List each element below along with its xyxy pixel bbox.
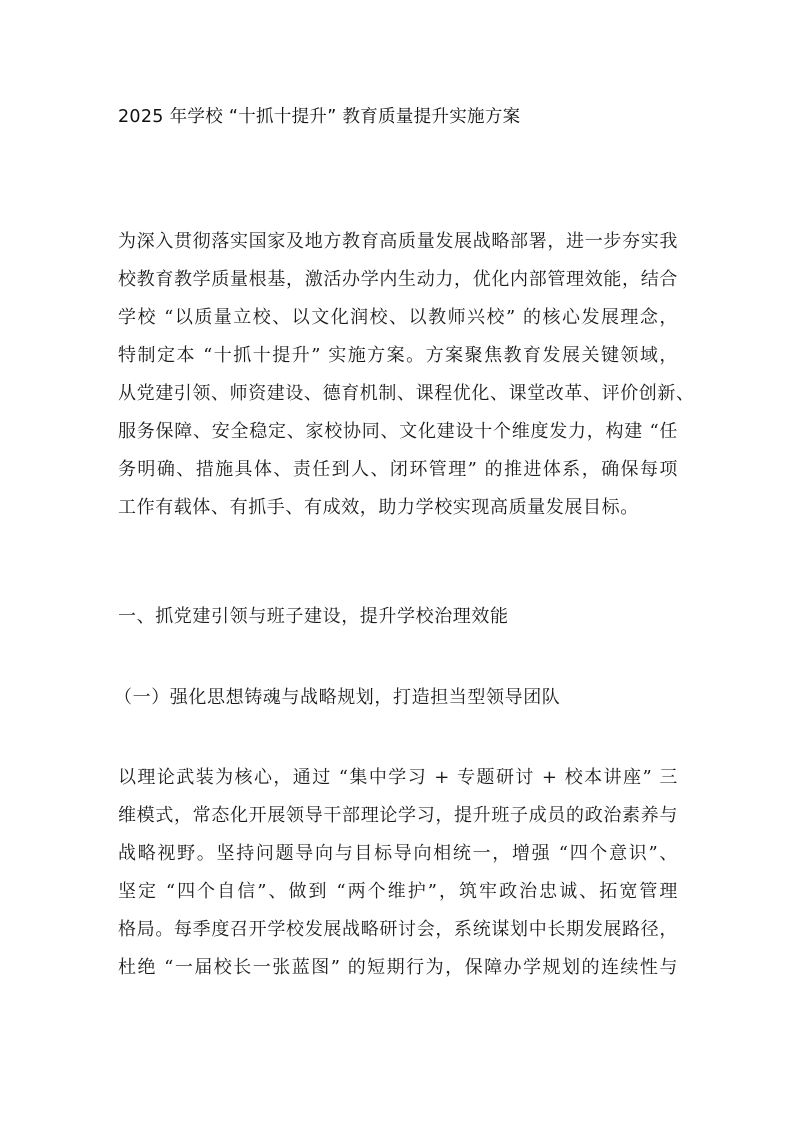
document-title: 2025 年学校 “十抓十提升” 教育质量提升实施方案 — [118, 107, 521, 127]
paragraph-line: 工作有载体、有抓手、有成效，助力学校实现高质量发展目标。 — [118, 497, 639, 518]
paragraph-line: 学校 “以质量立校、以文化润校、以教师兴校” 的核心发展理念， — [118, 307, 678, 328]
paragraph-line: 维模式，常态化开展领导干部理论学习，提升班子成员的政治素养与 — [118, 805, 678, 826]
paragraph-line: 校教育教学质量根基，激活办学内生动力，优化内部管理效能，结合 — [118, 269, 678, 290]
paragraph-line: 杜绝 “一届校长一张蓝图” 的短期行为，保障办学规划的连续性与 — [118, 957, 678, 978]
paragraph-line: 格局。每季度召开学校发展战略研讨会，系统谋划中长期发展路径， — [118, 919, 678, 940]
section-heading: 一、抓党建引领与班子建设，提升学校治理效能 — [118, 606, 509, 627]
paragraph-line: 务明确、措施具体、责任到人、闭环管理” 的推进体系，确保每项 — [118, 459, 678, 480]
paragraph-line: 从党建引领、师资建设、德育机制、课程优化、课堂改革、评价创新、 — [118, 383, 695, 404]
paragraph-line: 服务保障、安全稳定、家校协同、文化建设十个维度发力，构建 “任 — [118, 421, 678, 442]
paragraph-line: 以理论武装为核心，通过 “集中学习 + 专题研讨 + 校本讲座” 三 — [118, 767, 678, 788]
paragraph-line: 为深入贯彻落实国家及地方教育高质量发展战略部署，进一步夯实我 — [118, 231, 678, 252]
subsection-heading: （一）强化思想铸魂与战略规划，打造担当型领导团队 — [114, 687, 561, 708]
paragraph-line: 坚定 “四个自信”、做到 “两个维护”，筑牢政治忠诚、拓宽管理 — [118, 881, 678, 902]
paragraph-line: 战略视野。坚持问题导向与目标导向相统一，增强 “四个意识”、 — [118, 843, 678, 864]
paragraph-line: 特制定本 “十抓十提升” 实施方案。方案聚焦教育发展关键领域， — [118, 345, 678, 366]
